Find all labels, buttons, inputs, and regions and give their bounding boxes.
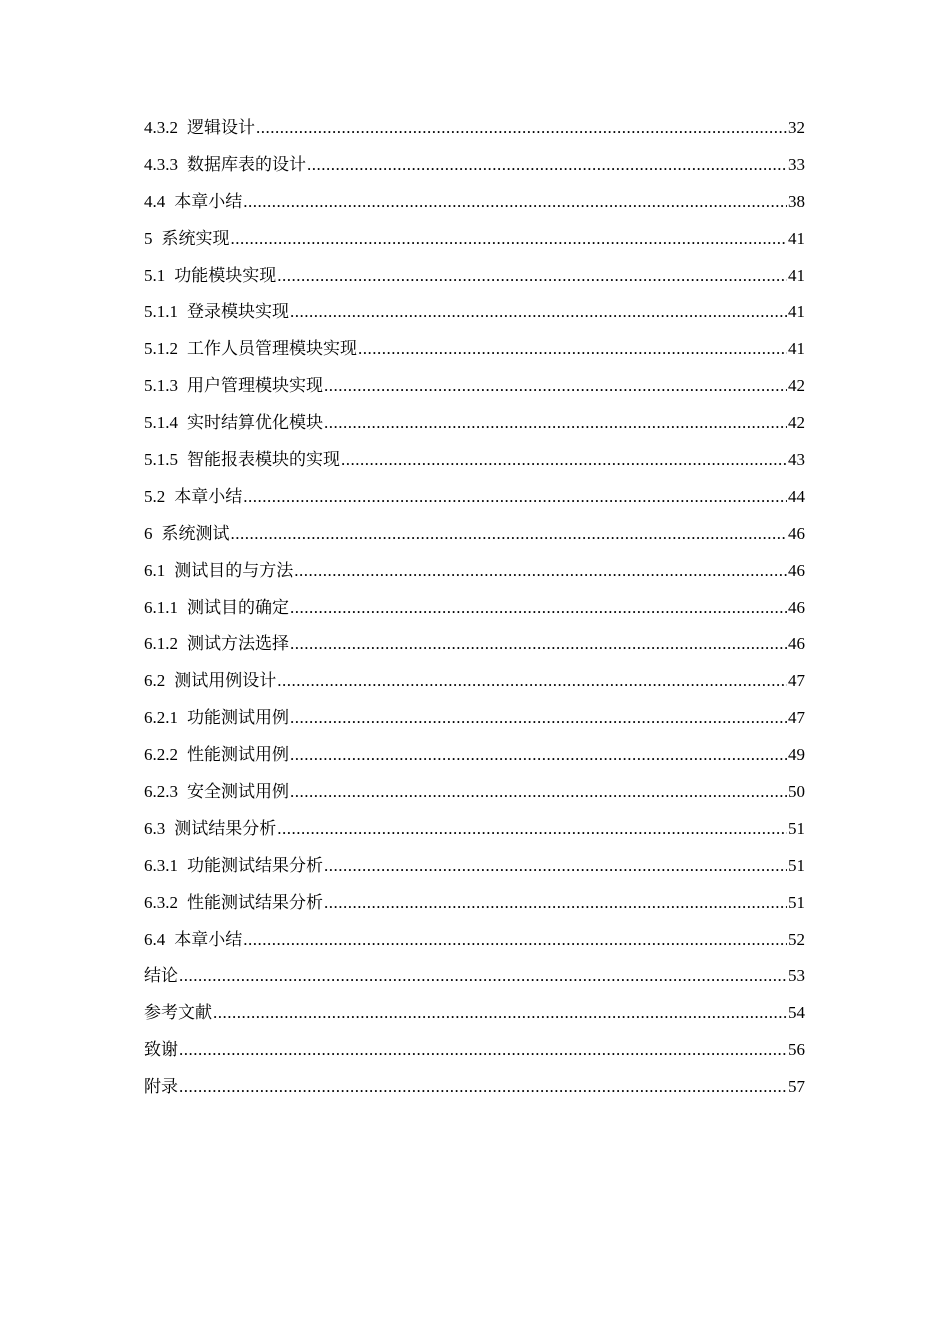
toc-entry-page: 51: [788, 818, 805, 838]
toc-entry-title: 测试目的确定: [187, 597, 289, 617]
toc-entry-title: 致谢: [144, 1040, 178, 1060]
toc-dot-leader: [290, 780, 787, 804]
toc-dot-leader: [179, 964, 787, 988]
toc-entry-title: 功能测试用例: [187, 708, 289, 728]
toc-entry[interactable]: [144, 522, 805, 559]
toc-entry-title: 附录: [144, 1077, 178, 1097]
toc-dot-leader: [290, 300, 787, 324]
toc-dot-leader: [179, 1038, 787, 1062]
toc-dot-leader: [179, 1075, 787, 1099]
toc-dot-leader: [243, 190, 787, 214]
toc-dot-leader: [277, 817, 787, 841]
toc-entry-number: 5.1.3: [144, 376, 178, 396]
toc-dot-leader: [290, 743, 787, 767]
toc-entry-title: 系统实现: [161, 228, 230, 248]
toc-entry-number: 4.3.2: [144, 118, 178, 137]
toc-entry-number: 5.2: [144, 486, 166, 506]
toc-entry-page: 41: [788, 265, 805, 285]
toc-entry[interactable]: [144, 632, 805, 669]
toc-entry-page: 49: [788, 745, 805, 765]
toc-entry-page: 46: [788, 597, 805, 617]
toc-entry-number: 6.1: [144, 560, 166, 580]
toc-dot-leader: [324, 854, 787, 878]
toc-entry-number: 5.1.4: [144, 413, 178, 433]
toc-entry-title: 性能测试用例: [187, 745, 289, 765]
table-of-contents: [144, 116, 805, 1112]
toc-dot-leader: [290, 706, 787, 730]
toc-entry[interactable]: [144, 780, 805, 817]
toc-entry-number: 6.3.1: [144, 855, 178, 875]
toc-entry-number: 4.4: [144, 191, 166, 211]
toc-entry-title: 登录模块实现: [187, 302, 289, 322]
toc-entry-page: 46: [788, 523, 805, 543]
toc-entry-page: 47: [788, 708, 805, 728]
toc-dot-leader: [290, 596, 787, 620]
toc-entry-title: 性能测试结果分析: [187, 892, 323, 912]
toc-entry-number: 5.1: [144, 265, 166, 285]
toc-entry-title: 结论: [144, 966, 178, 986]
toc-entry-number: 6.1.1: [144, 597, 178, 617]
toc-entry[interactable]: [144, 854, 805, 891]
toc-entry[interactable]: [144, 928, 805, 965]
toc-entry-title: 参考文献: [144, 1003, 212, 1023]
toc-dot-leader: [358, 337, 787, 361]
toc-entry-page: 38: [788, 191, 805, 211]
toc-entry-title: 测试结果分析: [174, 818, 277, 838]
toc-dot-leader: [324, 411, 787, 435]
toc-dot-leader: [277, 669, 787, 693]
toc-entry-page: 51: [788, 892, 805, 912]
toc-entry-page: 52: [788, 929, 805, 949]
toc-dot-leader: [213, 1001, 787, 1025]
toc-entry[interactable]: [144, 153, 805, 190]
toc-entry[interactable]: [144, 227, 805, 264]
toc-entry-page: 53: [788, 966, 805, 986]
toc-entry-page: 57: [788, 1077, 805, 1097]
toc-entry[interactable]: [144, 706, 805, 743]
toc-entry-title: 逻辑设计: [187, 118, 255, 137]
toc-entry-title: 测试目的与方法: [174, 560, 294, 580]
toc-entry-page: 42: [788, 413, 805, 433]
toc-entry-page: 43: [788, 450, 805, 470]
toc-entry-number: 6.4: [144, 929, 166, 949]
toc-entry-number: 5: [144, 228, 153, 248]
toc-entry[interactable]: [144, 891, 805, 928]
toc-entry-title: 数据库表的设计: [187, 154, 306, 174]
toc-entry-page: 41: [788, 302, 805, 322]
toc-entry[interactable]: [144, 485, 805, 522]
toc-entry[interactable]: [144, 743, 805, 780]
toc-dot-leader: [231, 522, 788, 546]
toc-entry[interactable]: [144, 190, 805, 227]
toc-entry-title: 本章小结: [174, 486, 243, 506]
toc-entry-number: 6.2.1: [144, 708, 178, 728]
toc-entry-page: 46: [788, 634, 805, 654]
toc-entry-page: 47: [788, 671, 805, 691]
toc-dot-leader: [324, 891, 787, 915]
toc-entry[interactable]: [144, 559, 805, 596]
toc-entry-page: 54: [788, 1003, 805, 1023]
toc-entry-title: 系统测试: [161, 523, 230, 543]
toc-dot-leader: [256, 116, 787, 140]
toc-entry[interactable]: [144, 964, 805, 1001]
toc-entry[interactable]: [144, 374, 805, 411]
toc-entry[interactable]: [144, 448, 805, 485]
toc-entry-page: 33: [788, 154, 805, 174]
toc-entry[interactable]: [144, 337, 805, 374]
toc-entry-page: 56: [788, 1040, 805, 1060]
toc-entry-title: 本章小结: [174, 191, 243, 211]
toc-entry[interactable]: [144, 596, 805, 633]
toc-entry-number: 6.1.2: [144, 634, 178, 654]
toc-entry-page: 32: [788, 118, 805, 137]
toc-entry-number: 6.2.2: [144, 745, 178, 765]
toc-entry-title: 测试用例设计: [174, 671, 277, 691]
toc-dot-leader: [307, 153, 787, 177]
toc-entry-number: 6.3.2: [144, 892, 178, 912]
toc-entry-page: 46: [788, 560, 805, 580]
toc-entry-number: 4.3.3: [144, 154, 178, 174]
toc-dot-leader: [243, 928, 787, 952]
toc-entry[interactable]: [144, 411, 805, 448]
toc-entry-number: 5.1.1: [144, 302, 178, 322]
toc-entry[interactable]: [144, 264, 805, 301]
toc-entry[interactable]: [144, 817, 805, 854]
toc-dot-leader: [341, 448, 787, 472]
toc-entry-title: 功能测试结果分析: [187, 855, 323, 875]
toc-dot-leader: [324, 374, 787, 398]
toc-entry-title: 用户管理模块实现: [187, 376, 323, 396]
toc-dot-leader: [290, 632, 787, 656]
toc-entry-page: 44: [788, 486, 805, 506]
toc-entry-page: 42: [788, 376, 805, 396]
toc-entry-title: 测试方法选择: [187, 634, 289, 654]
toc-entry-number: 5.1.2: [144, 339, 178, 359]
toc-entry-number: 6.3: [144, 818, 166, 838]
toc-entry-title: 工作人员管理模块实现: [187, 339, 357, 359]
toc-entry-page: 41: [788, 228, 805, 248]
toc-entry-number: 6: [144, 523, 153, 543]
toc-entry-number: 5.1.5: [144, 450, 178, 470]
toc-entry-title: 本章小结: [174, 929, 243, 949]
toc-entry[interactable]: [144, 300, 805, 337]
toc-entry[interactable]: [144, 116, 805, 153]
toc-entry-number: 6.2: [144, 671, 166, 691]
toc-entry[interactable]: [144, 1038, 805, 1075]
toc-entry-title: 智能报表模块的实现: [187, 450, 340, 470]
toc-entry[interactable]: [144, 1075, 805, 1112]
toc-entry-title: 安全测试用例: [187, 782, 289, 802]
toc-entry-title: 功能模块实现: [174, 265, 277, 285]
toc-dot-leader: [243, 485, 787, 509]
toc-dot-leader: [277, 264, 787, 288]
toc-entry-page: 51: [788, 855, 805, 875]
toc-dot-leader: [231, 227, 788, 251]
toc-entry-page: 41: [788, 339, 805, 359]
toc-dot-leader: [294, 559, 787, 583]
toc-entry[interactable]: [144, 1001, 805, 1038]
toc-entry[interactable]: [144, 669, 805, 706]
toc-entry-title: 实时结算优化模块: [187, 413, 323, 433]
toc-entry-number: 6.2.3: [144, 782, 178, 802]
toc-entry-page: 50: [788, 782, 805, 802]
